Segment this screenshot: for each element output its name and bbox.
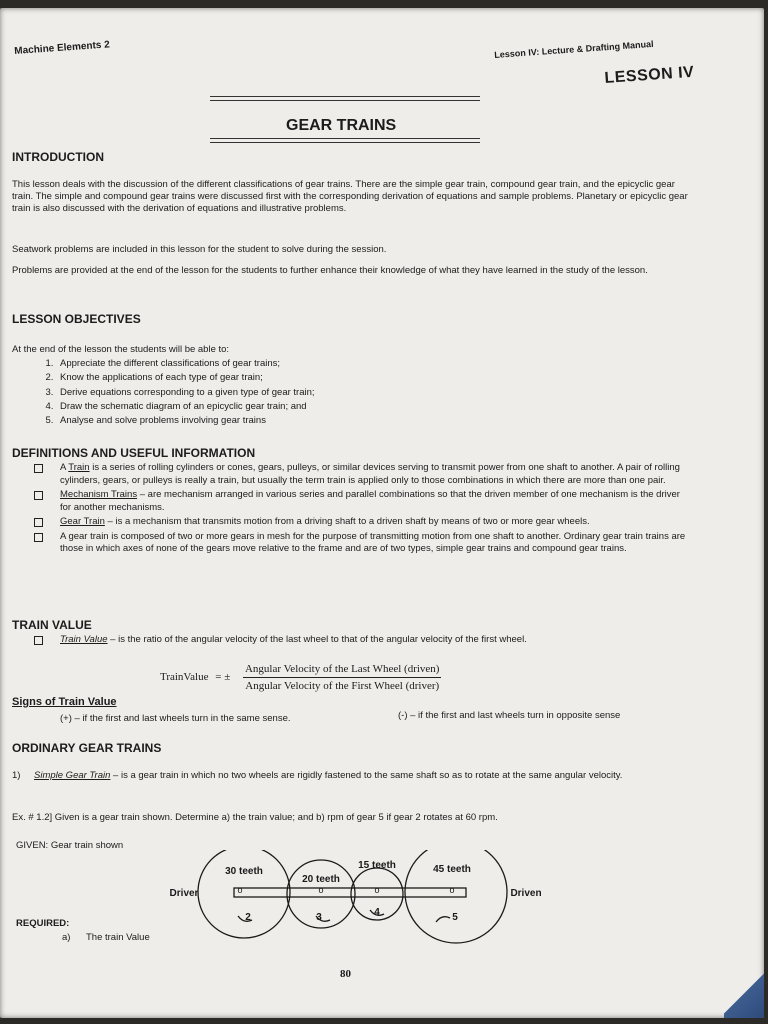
shaft-frame — [234, 888, 466, 897]
page-title: GEAR TRAINS — [286, 117, 397, 134]
intro-paragraph-1: This lesson deals with the discussion of the different classifications of gear trains. There are the simple gear train, compound gear train, and the epicyclic gear train. The simple and compound gear trains were discussed first with the corresponding derivation of equations and sample problems. Planetary or epicyclic gear train is also discussed with the derivation of equations and illustrative problems. — [12, 179, 688, 214]
train-value-formula: TrainValue = ± $\frac{\text{Angular Velocity of the Last Wheel (driven)}}{\text{Angular Velocity of the First Wheel (driver)}}$ — [160, 663, 440, 692]
definitions-heading: DEFINITIONS AND USEFUL INFORMATION — [12, 446, 256, 460]
ordinary-heading: ORDINARY GEAR TRAINS — [12, 741, 162, 755]
introduction-heading: INTRODUCTION — [12, 150, 104, 164]
gear-teeth-label: 20 teeth — [302, 874, 340, 885]
objective-item: 2. Know the applications of each type of gear train; — [56, 371, 315, 385]
rotation-arrow-5-icon — [436, 917, 450, 922]
definition-item: A gear train is composed of two or more gears in mesh for the purpose of transmitting motion from one shaft to another. Ordinary gear train trains are those in which axes of none of the gears move relative to the frame and are of two types, simple gear trains and compound gear trains. — [34, 531, 686, 556]
formula-denominator: Angular Velocity of the First Wheel (driver) — [245, 680, 440, 692]
driver-label: Driver — [169, 888, 199, 899]
shaft-mark: o — [449, 885, 455, 895]
term: Mechanism Trains — [60, 489, 138, 500]
checkbox-bullet-icon — [34, 464, 43, 473]
objective-item: 4. Draw the schematic diagram of an epicyclic gear train; and — [56, 400, 315, 414]
definitions-list — [34, 462, 686, 558]
shaft-mark: o — [237, 885, 243, 895]
intro-paragraph-3: Problems are provided at the end of the lesson for the students to further enhance their knowledge of what they have learned in the study of the lesson. — [12, 265, 648, 276]
title-rule-top-2 — [210, 100, 480, 101]
checkbox-bullet-icon — [34, 518, 43, 527]
gear-teeth-label: 15 teeth — [358, 860, 396, 871]
objective-item: 5. Analyse and solve problems involving gear trains — [56, 414, 315, 428]
train-value-def: Train Value – is the ratio of the angular velocity of the last wheel to that of the angular velocity of the first wheel. — [34, 634, 686, 649]
gear-teeth-label: 30 teeth — [225, 866, 263, 877]
formula-numerator: Angular Velocity of the Last Wheel (driven) — [243, 663, 441, 678]
required-label: REQUIRED: — [16, 918, 70, 929]
manual-header: Lesson IV: Lecture & Drafting Manual — [494, 38, 654, 60]
gear-2-circle — [198, 850, 290, 938]
intro-paragraph-2: Seatwork problems are included in this lesson for the student to solve during the session. — [12, 244, 387, 255]
objectives-list — [34, 357, 315, 428]
title-rule-bottom-2 — [210, 142, 480, 143]
objectives-heading: LESSON OBJECTIVES — [12, 312, 141, 326]
objectives-intro: At the end of the lesson the students will be able to: — [12, 344, 230, 355]
sign-minus: (-) – if the first and last wheels turn in opposite sense — [398, 710, 621, 721]
page-corner — [724, 958, 764, 1018]
title-rule-bottom — [210, 138, 480, 139]
document-page — [0, 8, 764, 1018]
required-a-label: a) — [62, 932, 71, 943]
given-label: GIVEN: Gear train shown — [16, 840, 124, 851]
term: Gear Train — [60, 516, 105, 527]
definition-item: Mechanism Trains – are mechanism arranged in various series and parallel combinations so that the driven member of one mechanism is the driver for another mechanisms. — [34, 489, 686, 514]
title-rule-top — [210, 96, 480, 97]
item-number: 1) — [12, 770, 21, 781]
gear-number: 4 — [374, 907, 380, 918]
definition-item: Gear Train – is a mechanism that transmits motion from a driving shaft to a driven shaft by means of two or more gear wheels. — [34, 516, 686, 529]
definition-item: A Train is a series of rolling cylinders or cones, gears, pulleys, or similar devices serving to transmit power from one shaft to another. A pair of rolling cylinders, gears, or pulleys is really a train, but usually the term train is applied only to those combinations in which there are more than one pair. — [34, 462, 686, 487]
gear-train-diagram — [160, 850, 560, 946]
gear-number: 5 — [452, 912, 458, 923]
gear-number: 3 — [316, 912, 322, 923]
example-statement: Ex. # 1.2] Given is a gear train shown. Determine a) the train value; and b) rpm of gear 5 if gear 2 rotates at 60 rpm. — [12, 812, 498, 823]
term: Train Value — [60, 634, 108, 645]
lesson-tag: LESSON IV — [604, 63, 695, 87]
shaft-mark: o — [374, 885, 380, 895]
term: Train — [68, 462, 90, 473]
course-header: Machine Elements 2 — [14, 39, 111, 57]
driven-label: Driven — [510, 888, 542, 899]
gear-teeth-label: 45 teeth — [433, 864, 471, 875]
train-value-heading: TRAIN VALUE — [12, 618, 92, 632]
shaft-mark: o — [318, 885, 324, 895]
checkbox-bullet-icon — [34, 491, 43, 500]
checkbox-bullet-icon — [34, 533, 43, 542]
sign-plus: (+) – if the first and last wheels turn in the same sense. — [60, 713, 291, 724]
required-a: The train Value — [86, 932, 150, 943]
simple-gear-train-def: Simple Gear Train – is a gear train in which no two wheels are rigidly fastened to the same shaft so as to rotate at the same angular velocity. — [34, 770, 623, 781]
checkbox-bullet-icon — [34, 636, 43, 645]
objective-item: 1. Appreciate the different classifications of gear trains; — [56, 357, 315, 371]
signs-heading: Signs of Train Value — [12, 696, 117, 708]
page-number: 80 — [340, 968, 351, 980]
objective-item: 3. Derive equations corresponding to a given type of gear train; — [56, 386, 315, 400]
gear-number: 2 — [245, 912, 251, 923]
term: Simple Gear Train — [34, 770, 111, 781]
